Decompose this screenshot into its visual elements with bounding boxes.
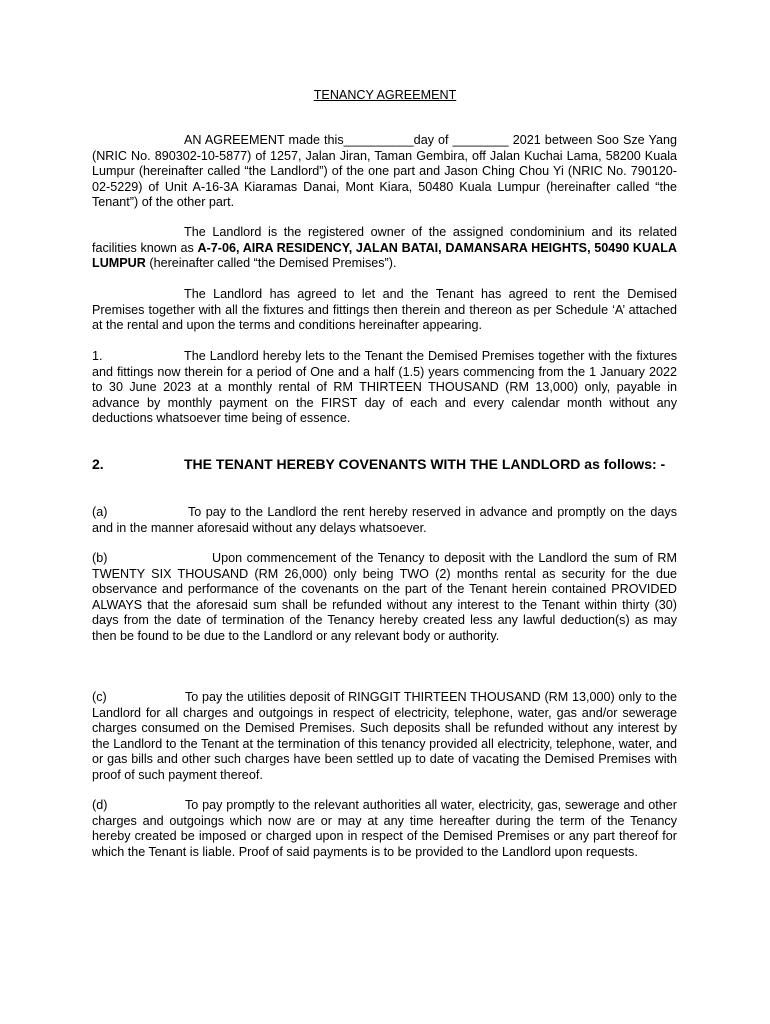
intro-text: AN AGREEMENT made this__________day of ________ 2021 between Soo Sze Yang (NRIC No. 890302-10-5877) of 1257, Jalan Jiran, Taman Gembira, off Jalan Kuchai Lama, 58200 Kuala Lumpur (hereinafter called “the Landlord”) of the one part and Jason Ching Chou Yi (NRIC No. 790120-02-5229) of Unit A-16-3A Kiaramas Danai, Mont Kiara, 50480 Kuala Lumpur (hereinafter called “the Tenant”) of the other part. bbox=[92, 133, 677, 209]
recital-agree-paragraph bbox=[92, 287, 677, 334]
clause-2a-paragraph bbox=[92, 505, 677, 536]
premises-address: A-7-06, AIRA RESIDENCY, JALAN BATAI, DAMANSARA HEIGHTS, 50490 KUALA LUMPUR bbox=[92, 240, 677, 270]
clause-2c-text: To pay the utilities deposit of RINGGIT THIRTEEN THOUSAND (RM 13,000) only to the Landlord for all charges and outgoings in respect of electricity, telephone, water, gas and/or sewerage charges consumed on the Demised Premises. Such deposits shall be refunded without any interest by the Landlord to the Tenant at the termination of this tenancy provided all electricity, telephone, water, and or gas bills and other such charges have been settled up to date of vacating the Demised Premises with proof of such payment thereof. bbox=[92, 690, 677, 782]
clause-2a-label: (a) bbox=[92, 505, 108, 519]
clause-1-paragraph bbox=[92, 349, 677, 427]
clause-2d-label: (d) bbox=[92, 798, 108, 812]
clause-2b-paragraph bbox=[92, 551, 677, 644]
clause-2c-paragraph bbox=[92, 690, 677, 783]
clause-2a-text: To pay to the Landlord the rent hereby reserved in advance and promptly on the days and in the manner aforesaid without any delays whatsoever. bbox=[92, 505, 677, 535]
recital-agree-text: The Landlord has agreed to let and the Tenant has agreed to rent the Demised Premises together with all the fixtures and fittings then therein and thereon as per Schedule ‘A’ attached at the rental and upon the terms and conditions hereinafter appearing. bbox=[92, 287, 677, 332]
clause-1-text: The Landlord hereby lets to the Tenant the Demised Premises together with the fixtures and fittings now therein for a period of One and a half (1.5) years commencing from the 1 January 2022 to 30 June 2023 at a monthly rental of RM THIRTEEN THOUSAND (RM 13,000) only, payable in advance by monthly payment on the FIRST day of each and every calendar month without any deductions whatsoever time being of essence. bbox=[92, 349, 677, 425]
document-title: TENANCY AGREEMENT bbox=[313, 88, 457, 102]
clause-2b-text: Upon commencement of the Tenancy to deposit with the Landlord the sum of RM TWENTY SIX THOUSAND (RM 26,000) only being TWO (2) months rental as security for the due observance and performance of the covenants on the part of the Tenant herein contained PROVIDED ALWAYS that the aforesaid sum shall be refunded without any interest to the Tenant within thirty (30) days from the date of termination of the Tenancy hereby created less any lawful deduction(s) as may then be found to be due to the Landlord or any relevant body or authority. bbox=[92, 551, 677, 643]
clause-2d-text: To pay promptly to the relevant authorities all water, electricity, gas, sewerage and other charges and outgoings which now are or may at any time hereafter during the term of the Tenancy hereby created be imposed or charged upon in respect of the Demised Premises or any part thereof for which the Tenant is liable. Proof of said payments is to be provided to the Landlord upon requests. bbox=[92, 798, 677, 859]
clause-2-number: 2. bbox=[92, 456, 104, 472]
clause-2c-label: (c) bbox=[92, 690, 107, 704]
clause-2b-label: (b) bbox=[92, 551, 108, 565]
recital-owner-paragraph bbox=[92, 225, 677, 272]
recital-owner-text: The Landlord is the registered owner of the assigned condominium and its related facilities known as bbox=[92, 225, 677, 255]
clause-2-heading-text: THE TENANT HEREBY COVENANTS WITH THE LANDLORD as follows: - bbox=[184, 456, 666, 472]
intro-paragraph bbox=[92, 133, 677, 211]
clause-2d-paragraph bbox=[92, 798, 677, 860]
clause-1-number: 1. bbox=[92, 349, 103, 363]
clause-2-heading bbox=[92, 456, 677, 473]
recital-owner-tail: (hereinafter called “the Demised Premises”). bbox=[145, 256, 397, 270]
